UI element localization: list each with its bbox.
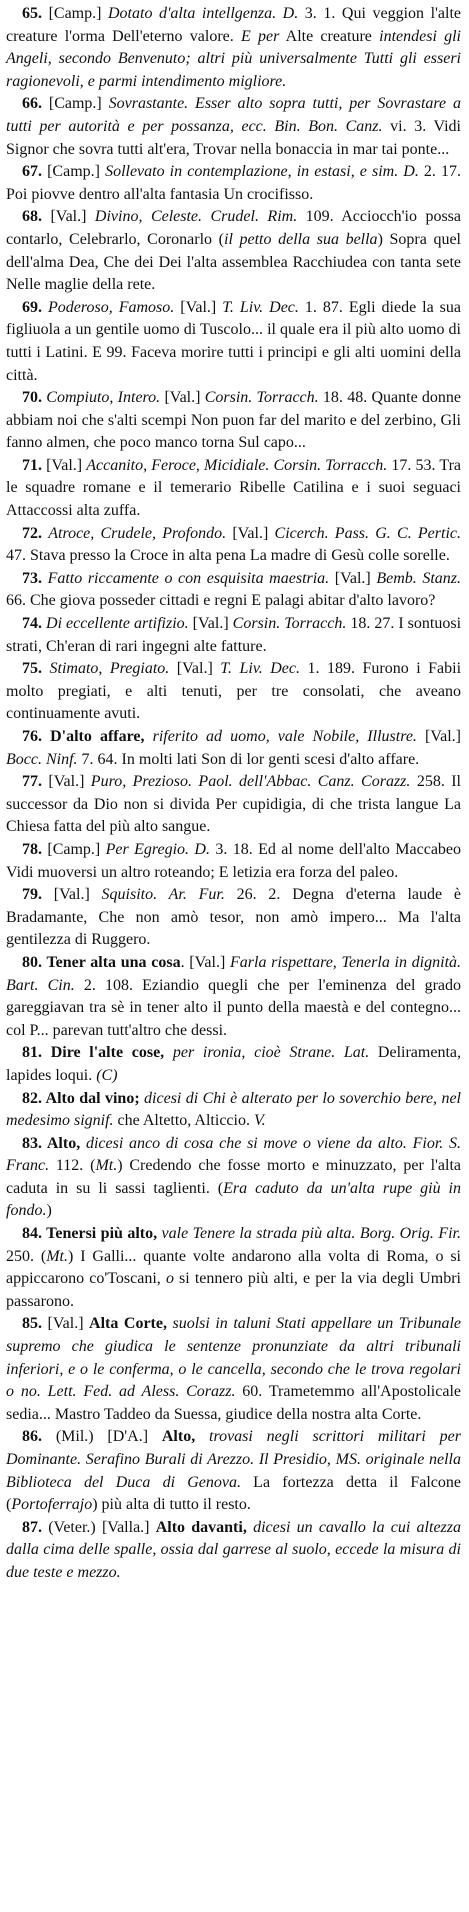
dictionary-entry <box>6 1426 461 1516</box>
entry-number: 84. <box>22 1225 47 1243</box>
entry-text: La fortezza detta il Falcone ( <box>6 1473 462 1514</box>
entry-number: 67. <box>22 163 48 181</box>
dictionary-entry <box>6 1042 461 1087</box>
entry-text: si tennero più alti, e per la via degli Umbri passarono. <box>6 1270 462 1310</box>
entry-number: 69. <box>22 298 48 316</box>
entry-text: 7. 64. In molti lati Son di lor genti scesi d'alto affare. <box>77 750 420 768</box>
entry-number: 79. <box>22 886 54 904</box>
entry-headword: Alto, <box>161 1428 209 1446</box>
dictionary-entry <box>6 1517 461 1585</box>
dictionary-entry <box>6 884 461 952</box>
entry-italic-text: Stimato, Pregiato. <box>49 660 170 678</box>
entry-text: Alte creature <box>279 27 380 45</box>
entry-italic-text: dicesi anco di cosa che si move o viene da alto. Fior. S. Franc. <box>6 1134 462 1175</box>
entry-text: 18. 48. Quante donne abbiam noi che s'alti scempi Non puon far del marito e del zerbino, Gli fanno almen, che poco manco torna Sul capo... <box>6 389 462 452</box>
entry-text: ) più alta di tutto il resto. <box>92 1496 251 1514</box>
entry-italic-text: Dotato d'alta intellgenza. D. <box>108 5 299 22</box>
entry-italic-text: Corsin. Torracch. <box>204 389 319 407</box>
entry-text: ) Sopra quel dell'alma Dea, Che dei Dei l'alta assemblea Racchiudea con tanta sete Nelle maglie della rete. <box>6 230 461 294</box>
dictionary-entry <box>6 161 461 206</box>
entry-text: [Val.] <box>160 389 205 407</box>
entry-italic-text: Esser alto sopra tutti, per Sovrastare a tutti per autorità e per possanza, ecc. Bin. Bon. Canz. <box>6 95 462 135</box>
entry-italic-text: Sovrastante. <box>108 95 189 113</box>
entry-italic-text: Cicerch. Pass. G. C. Pertic. <box>274 524 462 542</box>
entry-italic-text: intendesi gli Angeli, secondo Benvenuto; altri più universalmente Tutti gli esseri ragionevoli, e parmi intendimento migliore. <box>6 27 461 90</box>
dictionary-entry <box>6 952 461 1042</box>
dictionary-entry <box>6 297 461 387</box>
entry-text: [Camp.] <box>47 840 106 858</box>
entry-headword: Tenersi più alto, <box>46 1225 162 1243</box>
entry-number: 76. <box>22 728 51 745</box>
entry-text: [Val.] <box>46 456 87 474</box>
entry-italic-text: Per Egregio. D. <box>105 840 210 858</box>
entry-text: [Camp.] <box>47 163 106 181</box>
entry-italic-text: Atroce, Crudele, Profondo. <box>48 524 227 542</box>
entry-number: 82. <box>22 1089 46 1107</box>
entry-text: 2. 17. Poi piovve dentro all'alta fantasia Un crocifisso. <box>6 163 462 203</box>
entry-italic-text: Corsin. Torracch. <box>232 615 347 633</box>
entry-italic-text: Sollevato in contemplazione, in estasi, e sim. D. <box>105 163 419 181</box>
entry-headword: Alta Corte, <box>89 1315 173 1333</box>
entry-text: 250. ( <box>6 1247 47 1265</box>
entry-text: ) Credendo che fosse morto e minuzzato, per l'alta caduta in su li sassi taglienti. ( <box>6 1157 461 1197</box>
entry-number: 85. <box>22 1315 48 1333</box>
entry-italic-text: Di eccellente artifizio. <box>46 615 189 633</box>
entry-number: 80. <box>22 953 47 971</box>
entry-text: [Val.] <box>226 524 275 542</box>
dictionary-entry <box>6 658 461 726</box>
entry-text: 60. Trametemmo all'Apostolicale sedia... Mastro Taddeo da Suessa, giudice della nostra alta Corte. <box>6 1383 461 1423</box>
entry-text: [Val.] <box>416 728 461 745</box>
entry-text: . [Val.] <box>180 953 231 971</box>
entry-italic-text: riferito ad uomo, vale Nobile, Illustre. <box>152 728 417 745</box>
entry-italic-text: Poderoso, Famoso. <box>47 298 175 316</box>
entry-text: [Camp.] <box>48 95 109 113</box>
entry-italic-text: Era caduto da un'alta rupe giù in fondo. <box>6 1179 461 1220</box>
entry-text: 18. 27. I sontuosi strati, Ch'eran di rari ingegni alte fatture. <box>6 615 462 655</box>
entry-number: 75. <box>22 660 50 678</box>
entry-number: 83. <box>22 1134 47 1152</box>
entry-text: (Mil.) [D'A.] <box>55 1428 162 1446</box>
entry-text: 1. 189. Furono i Fabii molto pregiati, e alti tenuti, per tre consolati, che aveano continuamente avuti. <box>6 660 462 723</box>
entry-italic-text: dicesi un cavallo la cui altezza dalla cima delle spalle, ossia dal garrese al suolo, eccede la misura di due teste e mezzo. <box>6 1518 462 1581</box>
entry-number: 71. <box>22 456 47 474</box>
entry-headword: Dire l'alte cose, <box>50 1044 173 1062</box>
entry-number: 70. <box>22 389 47 407</box>
entry-italic-text: il petto della sua bella <box>224 230 378 248</box>
dictionary-entry <box>6 523 461 568</box>
entry-italic-text: T. Liv. Dec. <box>220 660 300 678</box>
entry-italic-text: Puro, Prezioso. Paol. dell'Abbac. Canz. Corazz. <box>90 773 411 791</box>
dictionary-entry <box>6 387 461 455</box>
entry-text: 17. 53. Tra le squadre romane e il temerario Ribelle Catilina e i suoi seguaci Attaccossi alta zuffa. <box>6 456 462 520</box>
entry-text: 66. Che giova posseder cittadi e regni E palagi abitar d'alto lavoro? <box>6 592 436 610</box>
entry-number: 78. <box>22 840 48 858</box>
entry-italic-text: Bocc. Ninf. <box>6 750 78 768</box>
entry-italic-text: Fatto riccamente o con esquisita maestria. <box>47 569 330 587</box>
dictionary-entry <box>6 93 461 161</box>
entry-italic-text: Accanito, Feroce, Micidiale. Corsin. Torracch. <box>86 456 388 474</box>
entry-italic-text: vale Tenere la strada più alta. Borg. Orig. Fir. <box>161 1225 462 1243</box>
entry-italic-text: Portoferrajo <box>11 1496 93 1514</box>
entry-text: [Val.] <box>188 615 233 633</box>
dictionary-entry <box>6 206 461 296</box>
dictionary-entry <box>6 1223 461 1313</box>
entry-text: [Val.] <box>47 1315 90 1333</box>
entry-text: 3. 18. Ed al nome dell'alto Maccabeo Vidi muoversi un altro roteando; E letizia era forza del paleo. <box>6 840 462 881</box>
entry-text: 26. 2. Degna d'eterna laude è Bradamante, Che non amò tesor, non amò impero... Ma l'alta gentilezza di Ruggero. <box>6 886 461 949</box>
entry-text: 112. ( <box>49 1157 96 1175</box>
entry-italic-text: Squisito. Ar. Fur. <box>101 886 225 904</box>
entry-italic-text: Divino, Celeste. Crudel. Rim. <box>94 208 298 226</box>
dictionary-entry <box>6 726 461 771</box>
entry-number: 77. <box>22 773 49 791</box>
entry-number: 65. <box>22 5 49 22</box>
entry-headword: D'alto affare, <box>50 728 153 745</box>
dictionary-entry <box>6 1088 461 1133</box>
entry-text: 1. 87. Egli diede la sua figliuola a un gentile uomo di Tuscolo... il quale era il più alto uomo di tutti i Latini. E 99. Faceva morire tutti i principi e gli alti uomini della città. <box>6 298 462 384</box>
entry-text: [Val.] <box>48 773 91 791</box>
entry-italic-text: Compiuto, Intero. <box>46 389 161 407</box>
entry-number: 66. <box>22 95 49 113</box>
entry-text: [Val.] <box>169 660 221 678</box>
dictionary-entry <box>6 771 461 839</box>
entry-headword: Tener alta una cosa <box>46 953 181 971</box>
entry-italic-text: per ironia, cioè Strane. Lat. <box>172 1044 370 1062</box>
entry-italic-text: suolsi in taluni Stati appellare un Tribunale supremo che giudica le sentenze pronunziate da altri tribunali inferiori, e o le conferma, o le cancella, secondo che le trova regolari o no. Lett. Fed. ad Aless. Corazz. <box>6 1315 462 1401</box>
dictionary-entry <box>6 568 461 613</box>
dictionary-entry <box>6 3 461 93</box>
entry-text: (Veter.) [Valla.] <box>48 1518 156 1536</box>
entry-text: 258. Il successor da Dio non si divida Per cupidigia, di che trista langue La Chiesa fatta del più alto sangue. <box>6 773 461 836</box>
entry-number: 74. <box>22 615 47 633</box>
entry-text: [Val.] <box>174 298 223 316</box>
entry-italic-text: Mt. <box>46 1247 68 1265</box>
entry-number: 81. <box>22 1044 51 1062</box>
entry-number: 68. <box>22 208 51 226</box>
entry-number: 86. <box>22 1428 56 1446</box>
dictionary-entry <box>6 839 461 884</box>
entry-text: [Camp.] <box>48 5 108 22</box>
dictionary-entry <box>6 455 461 523</box>
entry-text: 47. Stava presso la Croce in alta pena La madre di Gesù colle sorelle. <box>6 547 450 565</box>
entry-text: 3. 1. Qui veggion l'alte creature l'orma Dell'eterno valore. <box>6 5 461 45</box>
entry-italic-text: dicesi di Chi è alterato per lo soverchio bere, nel medesimo signif. <box>6 1089 461 1130</box>
entry-headword: Alto, <box>46 1134 86 1152</box>
entry-text: Deliramenta, lapides loqui. <box>6 1044 461 1084</box>
entry-number: 73. <box>22 569 48 587</box>
dictionary-entry <box>6 1313 461 1426</box>
entry-text: [Val.] <box>50 208 95 226</box>
entry-italic-text: Bemb. Stanz. <box>376 569 462 587</box>
entry-italic-text: o <box>165 1270 174 1288</box>
entry-italic-text: E per <box>240 27 280 45</box>
entry-italic-text: V. <box>253 1112 266 1130</box>
entry-number: 87. <box>22 1518 49 1536</box>
dictionary-entry <box>6 613 461 658</box>
entry-text: 2. 108. Eziandio quegli che per l'eminenza del grado gareggiavan tra sè in tener alto il punto della maestà e del contegno... col P... parevan tutt'altro che dessi. <box>6 976 462 1039</box>
entry-number: 72. <box>22 524 49 542</box>
entry-text: ) I Galli... quante volte andarono alla volta di Roma, o si appiccarono co'Toscani, <box>6 1247 461 1288</box>
entry-text: ) <box>46 1202 52 1220</box>
entry-text: che Altetto, Alticcio. <box>113 1112 254 1130</box>
entry-italic-text: trovasi negli scrittori militari per Dominante. Serafino Burali di Arezzo. Il Presidio, MS. originale nella Biblioteca del Duca di Genova. <box>6 1428 461 1491</box>
entry-italic-text: T. Liv. Dec. <box>222 298 299 316</box>
entry-text: [Val.] <box>329 569 377 587</box>
entry-italic-text: Farla rispettare, Tenerla in dignità. Bart. Cin. <box>6 953 462 994</box>
entry-text: 109. Acciocch'io possa contarlo, Celebrarlo, Coronarlo ( <box>6 208 461 248</box>
entry-headword: Alto dal vino; <box>45 1089 145 1107</box>
entry-text: [Val.] <box>53 886 102 904</box>
entry-text: vi. 3. Vidi Signor che sovra tutti alt'era, Trovar nella bonaccia in mar tai ponte... <box>6 117 462 158</box>
dictionary-entry <box>6 1133 461 1223</box>
entry-headword: Alto davanti, <box>155 1518 254 1536</box>
entry-italic-text: Mt. <box>95 1157 118 1175</box>
entry-italic-text: (C) <box>96 1066 118 1084</box>
